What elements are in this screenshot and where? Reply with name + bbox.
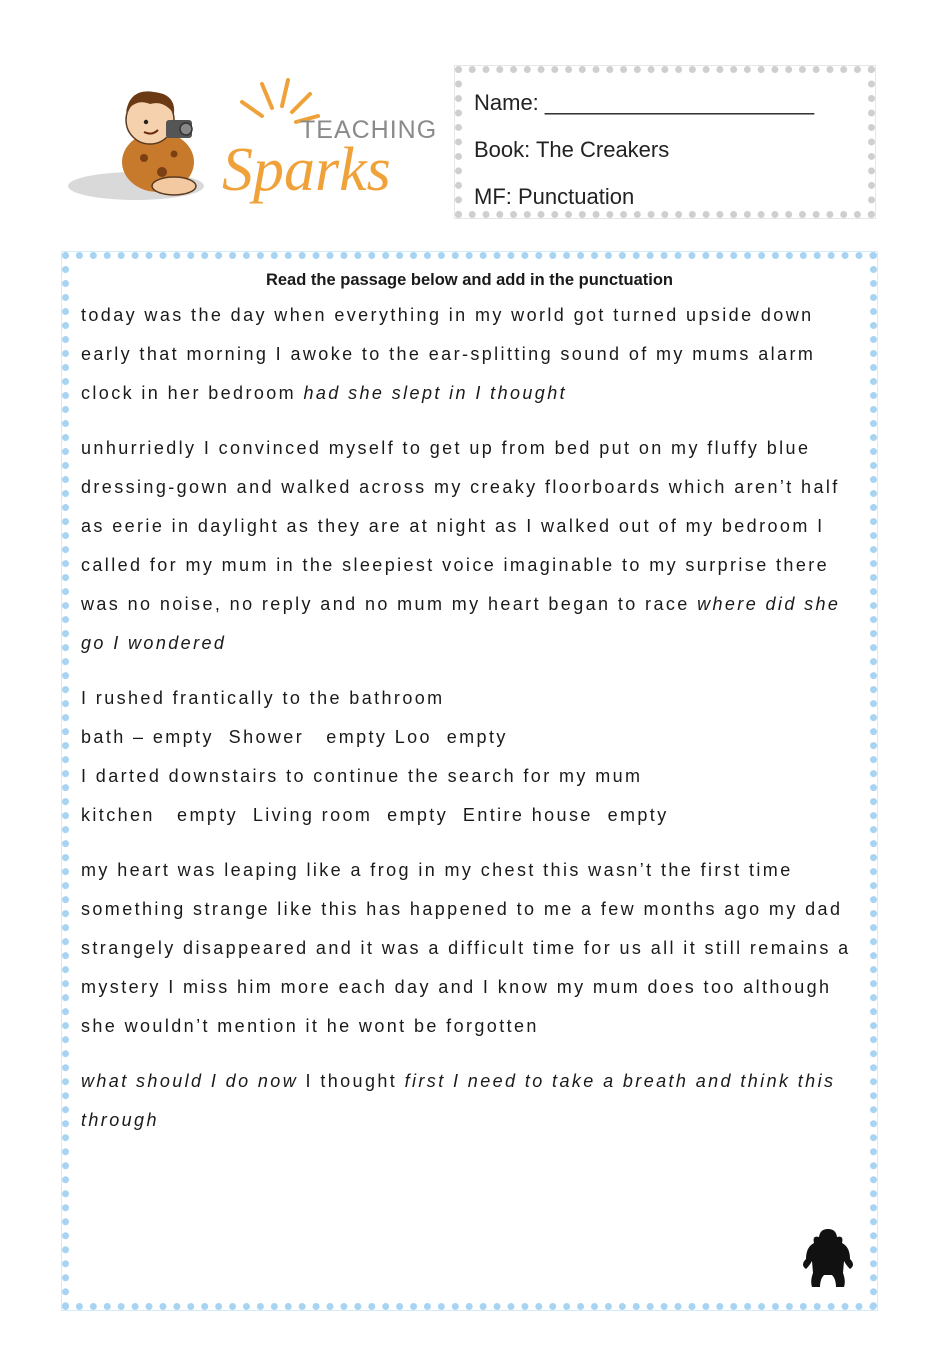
paragraph-2: [81, 429, 858, 663]
list-line-1: I rushed frantically to the bathroom: [81, 688, 445, 708]
name-field[interactable]: Name: ______________________: [474, 90, 815, 115]
instruction-heading: Read the passage below and add in the punctuation: [265, 271, 674, 289]
paragraph-4-thought-a: what should I do now: [81, 1071, 299, 1091]
passage-box: [62, 252, 877, 1310]
paragraph-4-thought-b: first I need to take a breath and think this through: [81, 1071, 836, 1130]
teaching-sparks-logo: [66, 68, 446, 218]
book-title: Book: The Creakers: [474, 137, 670, 162]
list-line-3: I darted downstairs to continue the search for my mum: [81, 766, 643, 786]
svg-text:TEACHING: TEACHING: [300, 116, 438, 144]
troll-silhouette-icon: [800, 1225, 856, 1291]
paragraph-4-text: I thought: [298, 1071, 405, 1091]
paragraph-1-thought: had she slept in I thought: [303, 383, 568, 403]
paragraph-2-thought: where did she go I wondered: [81, 594, 841, 653]
list-line-4: kitchen empty Living room empty Entire house empty: [81, 805, 669, 825]
paragraph-4: [81, 1062, 858, 1140]
svg-text:Sparks: Sparks: [222, 136, 391, 204]
list-line-2: bath – empty Shower empty Loo empty: [81, 727, 508, 747]
paragraph-3: my heart was leaping like a frog in my chest this wasn’t the first time something strange like this has happened to me a few months ago my dad strangely disappeared and it was a difficult time for us all it still remains a mystery I miss him more each day and I know my mum does too although she wouldn’t mention it he wont be forgotten: [81, 860, 851, 1036]
student-info-box: [455, 66, 875, 218]
paragraph-1: [81, 296, 858, 413]
caveman-with-camera-icon: [66, 68, 446, 218]
paragraph-2-text: unhurriedly I convinced myself to get up from bed put on my fluffy blue dressing-gown and walked across my creaky floorboards which aren’t half as eerie in daylight as they are at night as I walked out of my bedroom I called for my mum in the sleepiest voice imaginable to my surprise there was no noise, no reply and no mum my heart began to race: [81, 438, 840, 614]
mf-topic: MF: Punctuation: [474, 184, 635, 209]
paragraph-1-text: today was the day when everything in my world got turned upside down early that morning I awoke to the ear-splitting sound of my mums alarm clock in her bedroom: [81, 305, 816, 403]
